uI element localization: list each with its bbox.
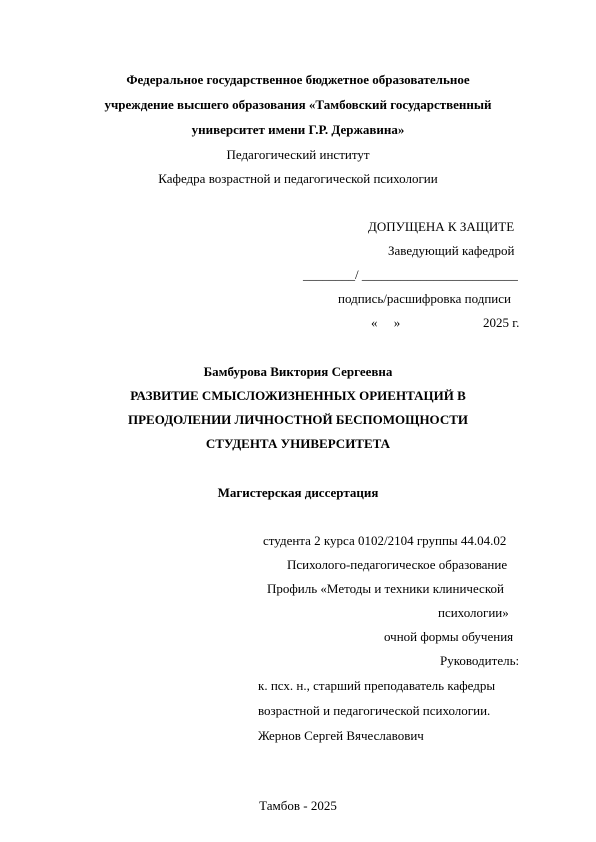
- thesis-type: Магистерская диссертация: [217, 485, 379, 500]
- department-name: Кафедра возрастной и педагогической психологии: [158, 171, 438, 186]
- approval-position: Заведующий кафедрой: [388, 243, 515, 258]
- supervisor-title-line-1: к. псх. н., старший преподаватель кафедры: [258, 678, 496, 693]
- date-quotes: « »: [371, 315, 401, 330]
- thesis-title-line-2: ПРЕОДОЛЕНИИ ЛИЧНОСТНОЙ БЕСПОМОЩНОСТИ: [128, 412, 468, 427]
- student-profile-line-2: психологии»: [438, 605, 509, 620]
- supervisor-title-line-2: возрастной и педагогической психологии.: [258, 703, 491, 718]
- approval-title: ДОПУЩЕНА К ЗАЩИТЕ: [368, 219, 515, 234]
- university-name-line-1: Федеральное государственное бюджетное образовательное: [126, 72, 470, 87]
- institute-name: Педагогический институт: [226, 147, 370, 162]
- author-name: Бамбурова Виктория Сергеевна: [203, 364, 393, 379]
- university-name-line-3: университет имени Г.Р. Державина»: [191, 122, 405, 137]
- university-name-line-2: учреждение высшего образования «Тамбовский государственный: [104, 97, 492, 112]
- student-course-group: студента 2 курса 0102/2104 группы 44.04.02: [263, 533, 507, 548]
- study-form: очной формы обучения: [384, 629, 514, 644]
- supervisor-label: Руководитель:: [440, 653, 520, 668]
- city-year: Тамбов - 2025: [259, 798, 337, 813]
- signature-caption: подпись/расшифровка подписи: [338, 291, 511, 306]
- signature-line: ________/ ________________________: [303, 267, 518, 282]
- student-program: Психолого-педагогическое образование: [287, 557, 508, 572]
- approval-year: 2025 г.: [483, 315, 520, 330]
- thesis-title-line-3: СТУДЕНТА УНИВЕРСИТЕТА: [205, 436, 391, 451]
- thesis-title-line-1: РАЗВИТИЕ СМЫСЛОЖИЗНЕННЫХ ОРИЕНТАЦИЙ В: [130, 388, 466, 403]
- student-profile-line-1: Профиль «Методы и техники клинической: [267, 581, 504, 596]
- supervisor-name: Жернов Сергей Вячеславович: [258, 728, 424, 743]
